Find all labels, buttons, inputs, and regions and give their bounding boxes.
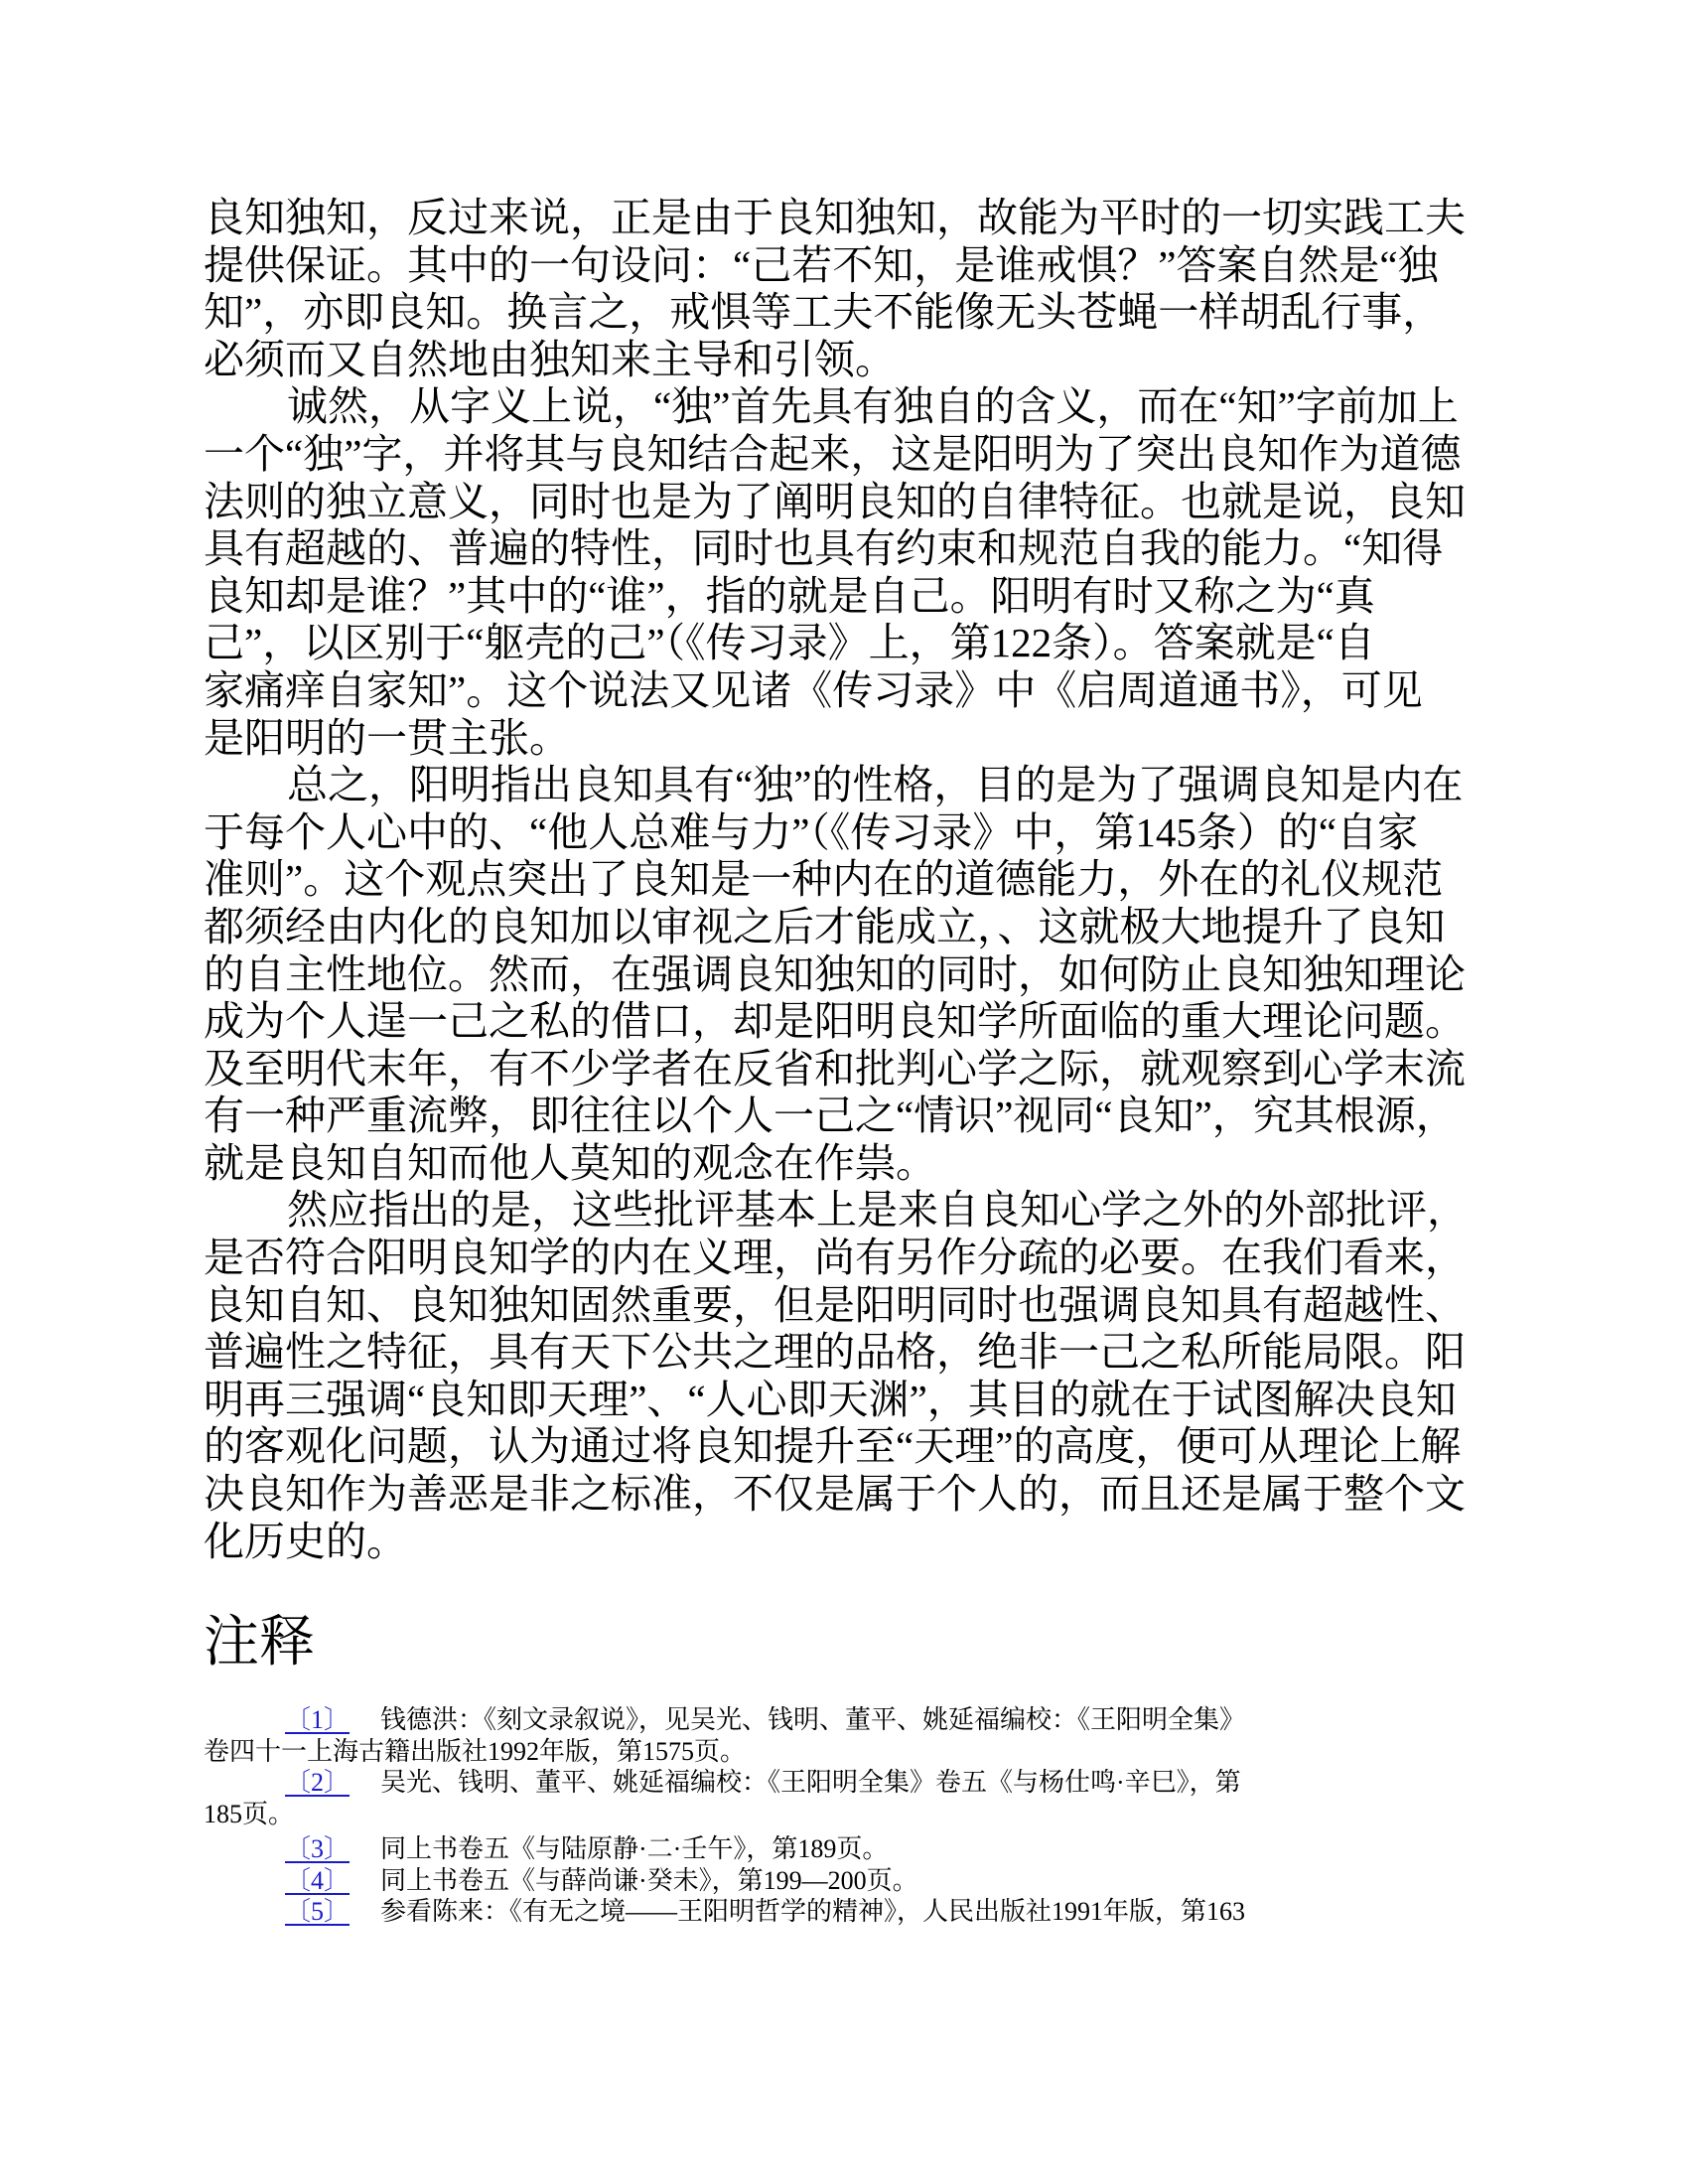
text-line bbox=[204, 383, 1504, 431]
text-line: 一个“独”字，并将其与良知结合起来，这是阳明为了突出良知作为道德 bbox=[204, 430, 1462, 477]
note-text: 参看陈来：《有无之境——王阳明哲学的精神》，人民出版社1991年版，第163 bbox=[380, 1897, 1246, 1927]
paragraph-3 bbox=[204, 762, 1504, 1187]
text-line: 有一种严重流弊，即往往以个人一己之“情识”视同“良知”，究其根源， bbox=[204, 1092, 1457, 1139]
text-line: 化历史的。 bbox=[204, 1518, 407, 1564]
text-line-content: 然应指出的是，这些批评基本上是来自良知心学之外的外部批评， bbox=[287, 1187, 1468, 1234]
text-line: 具有超越的、普遍的特性，同时也具有约束和规范自我的能力。“知得 bbox=[204, 525, 1444, 572]
notes-list bbox=[204, 1704, 1504, 1928]
note-line bbox=[204, 1896, 1504, 1928]
note-text: 吴光、钱明、董平、姚延福编校：《王阳明全集》卷五《与杨仕鸣·辛巳》，第 bbox=[380, 1768, 1241, 1798]
text-line: 明再三强调“良知即天理”、“人心即天渊”，其目的就在于试图解决良知 bbox=[204, 1376, 1457, 1422]
text-line: 法则的独立意义，同时也是为了阐明良知的自律特征。也就是说，良知 bbox=[204, 478, 1466, 524]
note-item-1 bbox=[204, 1704, 1504, 1767]
text-line: 就是良知自知而他人莫知的观念在作祟。 bbox=[204, 1139, 936, 1186]
text-line: 知”，亦即良知。换言之，戒惧等工夫不能像无头苍蝇一样胡乱行事， bbox=[204, 289, 1444, 336]
text-line: 良知独知，反过来说，正是由于良知独知，故能为平时的一切实践工夫 bbox=[204, 195, 1466, 240]
note-ref-link-4[interactable]: 〔4〕 bbox=[285, 1865, 351, 1895]
text-line: 是否符合阳明良知学的内在义理，尚有另作分疏的必要。在我们看来， bbox=[204, 1235, 1466, 1281]
note-text: 同上书卷五《与陆原静·二·壬午》，第189页。 bbox=[380, 1834, 889, 1864]
text-line: 必须而又自然地由独知来主导和引领。 bbox=[204, 336, 896, 382]
note-item-4 bbox=[204, 1865, 1504, 1897]
text-line: 提供保证。其中的一句设问：“己若不知，是谁戒惧？”答案自然是“独 bbox=[204, 241, 1439, 288]
note-line bbox=[204, 1704, 1504, 1736]
note-item-5 bbox=[204, 1896, 1504, 1928]
note-ref-link-3[interactable]: 〔3〕 bbox=[285, 1834, 351, 1864]
text-line: 良知自知、良知独知固然重要，但是阳明同时也强调良知具有超越性、 bbox=[204, 1281, 1466, 1328]
text-line: 是阳明的一贯主张。 bbox=[204, 714, 570, 761]
text-line: 的自主性地位。然而，在强调良知独知的同时，如何防止良知独知理论 bbox=[204, 950, 1466, 997]
note-line bbox=[204, 1833, 1504, 1865]
note-ref-link-5[interactable]: 〔5〕 bbox=[285, 1897, 351, 1927]
paragraph-4 bbox=[204, 1187, 1504, 1565]
note-item-3 bbox=[204, 1833, 1504, 1865]
text-line: 于每个人心中的、“他人总难与力”（《传习录》中，第145条）的“自家 bbox=[204, 808, 1419, 855]
document-page bbox=[204, 195, 1504, 1928]
text-line: 己”，以区别于“躯壳的己”（《传习录》上，第122条）。答案就是“自 bbox=[204, 620, 1375, 666]
text-line: 的客观化问题，认为通过将良知提升至“天理”的高度，便可从理论上解 bbox=[204, 1423, 1462, 1470]
text-line: 成为个人逞一己之私的借口，却是阳明良知学所面临的重大理论问题。 bbox=[204, 998, 1466, 1045]
note-line bbox=[204, 1767, 1504, 1799]
note-ref-link-2[interactable]: 〔2〕 bbox=[285, 1768, 351, 1798]
note-ref-link-1[interactable]: 〔1〕 bbox=[285, 1705, 351, 1735]
note-line: 185页。 bbox=[204, 1799, 295, 1828]
note-text: 同上书卷五《与薛尚谦·癸未》，第199—200页。 bbox=[380, 1865, 918, 1895]
text-line: 普遍性之特征，具有天下公共之理的品格，绝非一己之私所能局限。阳 bbox=[204, 1329, 1466, 1376]
note-line bbox=[204, 1865, 1504, 1897]
paragraph-2 bbox=[204, 383, 1504, 762]
text-line bbox=[204, 1187, 1504, 1235]
text-line: 良知却是谁？”其中的“谁”，指的就是自己。阳明有时又称之为“真 bbox=[204, 572, 1375, 619]
text-line-content: 总之，阳明指出良知具有“独”的性格，目的是为了强调良知是内在 bbox=[287, 762, 1464, 808]
text-line: 准则”。这个观点突出了良知是一种内在的道德能力，外在的礼仪规范 bbox=[204, 856, 1444, 903]
text-line-content: 诚然，从字义上说，“独”首先具有独自的含义，而在“知”字前加上 bbox=[287, 383, 1459, 430]
text-line bbox=[204, 762, 1504, 809]
text-line: 都须经由内化的良知加以审视之后才能成立，、这就极大地提升了良知 bbox=[204, 903, 1446, 949]
note-item-2 bbox=[204, 1767, 1504, 1829]
text-line: 家痛痒自家知”。这个说法又见诸《传习录》中《启周道通书》，可见 bbox=[204, 666, 1423, 713]
paragraph-1 bbox=[204, 195, 1504, 383]
text-line: 及至明代末年，有不少学者在反省和批判心学之际，就观察到心学末流 bbox=[204, 1045, 1466, 1092]
note-line: 卷四十一上海古籍出版社1992年版，第1575页。 bbox=[204, 1736, 747, 1766]
body-text bbox=[204, 195, 1504, 1565]
text-line: 决良知作为善恶是非之标准，不仅是属于个人的，而且还是属于整个文 bbox=[204, 1471, 1466, 1518]
notes-heading: 注释 bbox=[204, 1612, 315, 1674]
note-text: 钱德洪：《刻文录叙说》，见吴光、钱明、董平、姚延福编校：《王阳明全集》 bbox=[380, 1705, 1246, 1735]
